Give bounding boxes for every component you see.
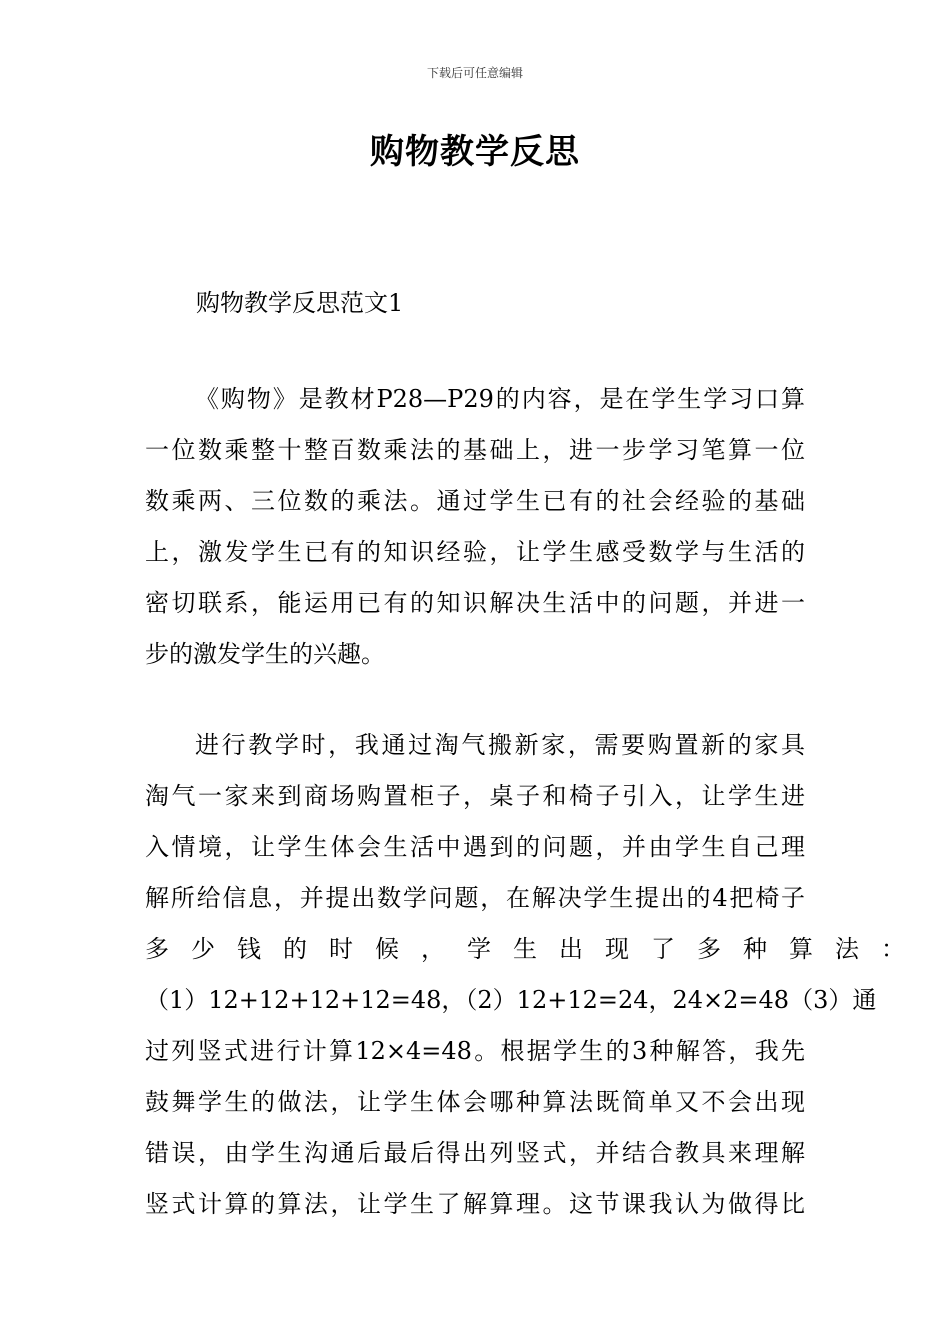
header-note: 下载后可任意编辑: [426, 66, 523, 80]
document-title: 购物教学反思: [370, 132, 580, 172]
paragraph-line: 进行教学时，我通过淘气搬新家，需要购置新的家具: [195, 731, 805, 759]
paragraph-line: 鼓舞学生的做法，让学生体会哪种算法既简单又不会出现: [145, 1088, 805, 1116]
paragraph-line: 竖式计算的算法，让学生了解算理。这节课我认为做得比: [145, 1190, 805, 1218]
paragraph-line: 步的激发学生的兴趣。: [145, 640, 385, 668]
paragraph-line: 解所给信息，并提出数学问题，在解决学生提出的4把椅子: [145, 884, 805, 912]
paragraph-line: 一位数乘整十整百数乘法的基础上，进一步学习笔算一位: [145, 436, 805, 464]
paragraph-line: （1）12+12+12+12=48，（2）12+12=24，24×2=48（3）通: [145, 986, 877, 1014]
section-heading: 购物教学反思范文1: [196, 289, 404, 317]
paragraph-line: 多少钱的时候，学生出现了多种算法：: [145, 935, 927, 963]
paragraph-line: 淘气一家来到商场购置柜子，桌子和椅子引入，让学生进: [145, 782, 805, 810]
paragraph-2: [145, 720, 927, 1230]
paragraph-line: 《购物》是教材P28—P29的内容，是在学生学习口算: [195, 385, 805, 413]
paragraph-line: 入情境，让学生体会生活中遇到的问题，并由学生自己理: [145, 833, 805, 861]
paragraph-line: 数乘两、三位数的乘法。通过学生已有的社会经验的基础: [145, 487, 805, 515]
paragraph-1: [145, 374, 805, 680]
paragraph-line: 过列竖式进行计算12×4=48。根据学生的3种解答，我先: [145, 1037, 805, 1065]
paragraph-line: 错误，由学生沟通后最后得出列竖式，并结合教具来理解: [145, 1139, 805, 1167]
paragraph-line: 密切联系，能运用已有的知识解决生活中的问题，并进一: [145, 589, 805, 617]
paragraph-line: 上，激发学生已有的知识经验，让学生感受数学与生活的: [145, 538, 805, 566]
